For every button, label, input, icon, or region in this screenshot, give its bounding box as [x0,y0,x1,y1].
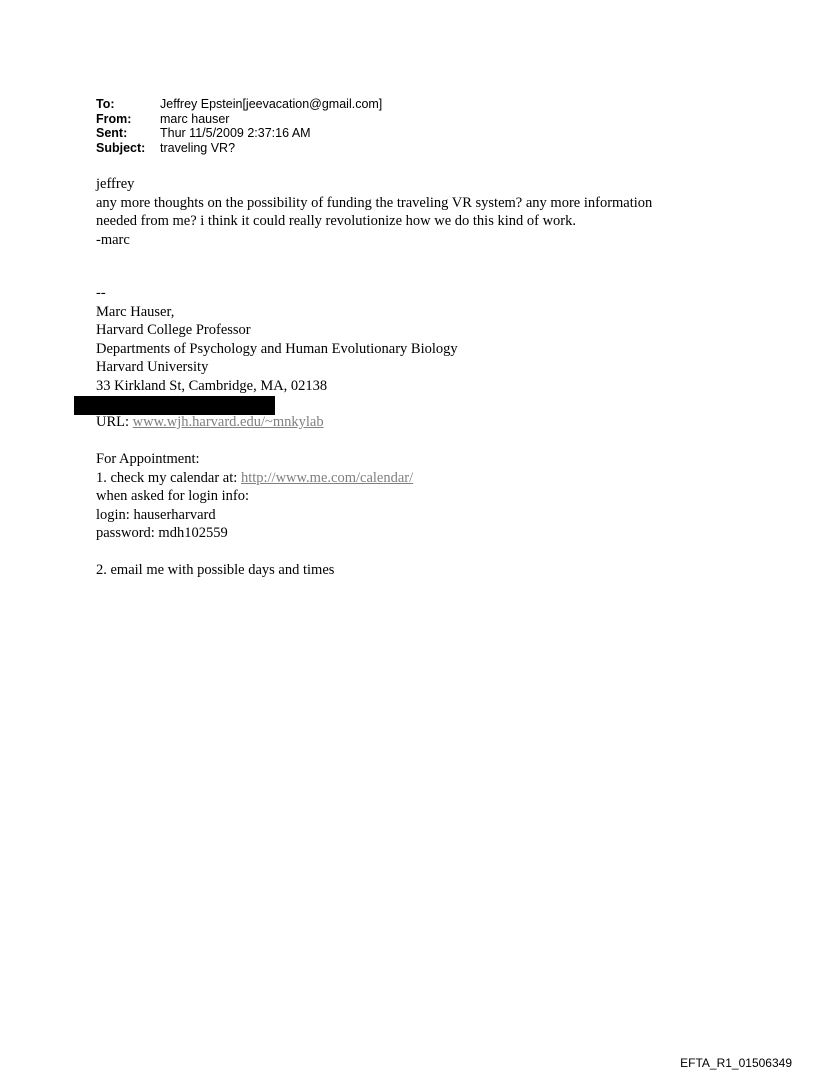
subject-label: Subject: [96,140,146,155]
appointment-step-1 [96,469,413,488]
url-line [96,413,324,432]
sent-label: Sent: [96,126,128,140]
password-line: password: mdh102559 [96,525,228,541]
email-body [96,175,652,249]
signature-title: Harvard College Professor [96,322,251,338]
signature-department: Departments of Psychology and Human Evolutionary Biology [96,340,458,357]
url-label: URL: [96,414,130,430]
to-row [96,97,382,112]
appointment-heading: For Appointment: [96,451,200,467]
document-id: EFTA_R1_01506349 [680,1056,792,1070]
from-label: From: [96,111,132,126]
from-row [96,112,382,127]
to-value: Jeffrey Epstein[jeevacation@gmail.com] [160,97,383,111]
body-line-1: any more thoughts on the possibility of funding the traveling VR system? any more information [96,194,653,211]
login-prompt: when asked for login info: [96,488,250,504]
email-header [96,97,382,155]
closing: -marc [96,231,130,248]
calendar-link[interactable]: http://www.me.com/calendar/ [240,469,414,486]
signature-name: Marc Hauser, [96,303,175,320]
signature-university: Harvard University [96,359,209,375]
login-line: login: hauserharvard [96,506,216,523]
signature-separator: -- [96,285,106,301]
sent-value: Thur 11/5/2009 2:37:16 AM [160,126,311,140]
subject-value: traveling VR? [160,140,236,155]
sent-row [96,126,382,141]
appointment-block [96,450,413,543]
lab-url-link[interactable]: www.wjh.harvard.edu/~mnkylab [132,414,324,430]
signature-block [96,284,458,395]
appointment-step-2: 2. email me with possible days and times [96,562,335,578]
signature-address: 33 Kirkland St, Cambridge, MA, 02138 [96,377,328,394]
subject-row [96,141,382,156]
from-value: marc hauser [160,111,230,126]
greeting: jeffrey [96,176,135,192]
step-1-text: 1. check my calendar at: [96,469,238,486]
body-line-2: needed from me? i think it could really revolutionize how we do this kind of work. [96,213,576,229]
to-label: To: [96,97,115,111]
